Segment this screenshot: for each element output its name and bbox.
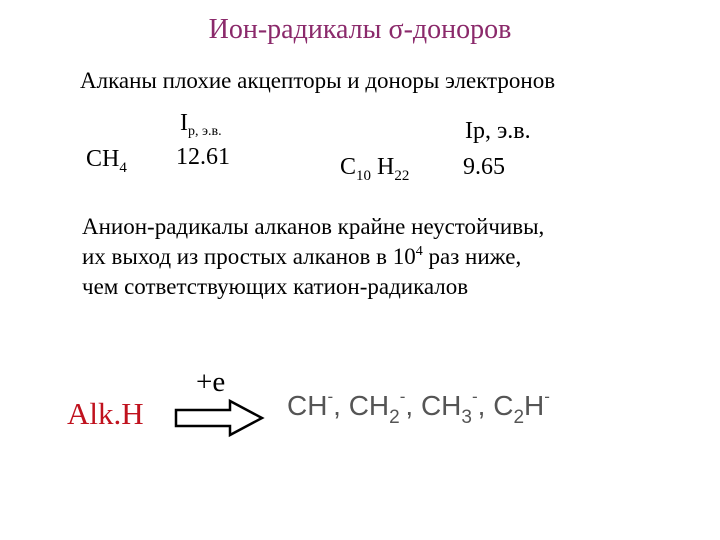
paragraph-exponent: 4 <box>415 244 423 259</box>
product-ch <box>287 387 334 421</box>
product-separator: , <box>333 390 349 421</box>
subtitle: Алканы плохие акцепторы и доноры электронов <box>80 68 556 93</box>
product-separator: , <box>405 390 421 421</box>
product-ch2-charge: - <box>399 387 406 406</box>
decane-h-sub: 22 <box>394 168 410 184</box>
product-c2h-charge: - <box>544 387 550 406</box>
slide-title <box>0 14 720 46</box>
product-c2h-sub: 2 <box>513 407 525 428</box>
reactant-alkh: Alk.H <box>67 396 144 431</box>
decane-ip-value: 9.65 <box>463 154 505 180</box>
product-c2h-c: C <box>493 390 514 421</box>
product-ch2-sub: 2 <box>389 407 400 428</box>
product-separator: , <box>477 390 494 421</box>
product-ch2-main: CH <box>348 390 390 421</box>
product-c2h-h: H <box>524 390 545 421</box>
reaction-arrow <box>170 396 270 440</box>
decane-c-sub: 10 <box>356 168 372 184</box>
methane-formula <box>86 146 127 177</box>
paragraph-line-2-post: раз ниже, <box>422 244 522 269</box>
methane-ip-label-sub: p, э.в. <box>188 124 222 139</box>
methane-formula-main: CH <box>86 146 120 172</box>
double-arrow-shape <box>176 401 262 435</box>
decane-h: H <box>371 154 395 180</box>
product-ch-charge: - <box>327 387 334 406</box>
product-ch2 <box>348 387 406 428</box>
decane-formula <box>340 154 409 185</box>
paragraph-line-1: Анион-радикалы алканов крайне неустойчивы, <box>82 214 545 239</box>
methane-ip-label-main: I <box>180 110 188 136</box>
methane-formula-sub: 4 <box>119 160 127 176</box>
product-ch3 <box>420 387 478 428</box>
product-ch-main: CH <box>287 390 328 421</box>
product-ch3-sub: 3 <box>461 407 472 428</box>
paragraph-line-2-pre: их выход из простых алканов в 10 <box>82 244 416 269</box>
methane-ip-label <box>180 110 222 140</box>
methane-ip-value: 12.61 <box>176 144 230 170</box>
decane-ip-label: Ip, э.в. <box>465 118 531 144</box>
explanation-paragraph <box>82 212 544 302</box>
sigma-symbol: σ <box>388 14 404 45</box>
title-text: Ион-радикалы <box>208 14 382 45</box>
product-ch3-charge: - <box>471 387 478 406</box>
product-c2h <box>493 387 550 428</box>
arrow-label: +e <box>196 366 226 398</box>
product-ch3-main: CH <box>420 390 462 421</box>
paragraph-line-2 <box>82 242 544 272</box>
products <box>287 387 550 428</box>
title-suffix: -доноров <box>403 14 512 45</box>
decane-c: C <box>340 154 357 180</box>
paragraph-line-3: чем сответствующих катион-радикалов <box>82 274 469 299</box>
